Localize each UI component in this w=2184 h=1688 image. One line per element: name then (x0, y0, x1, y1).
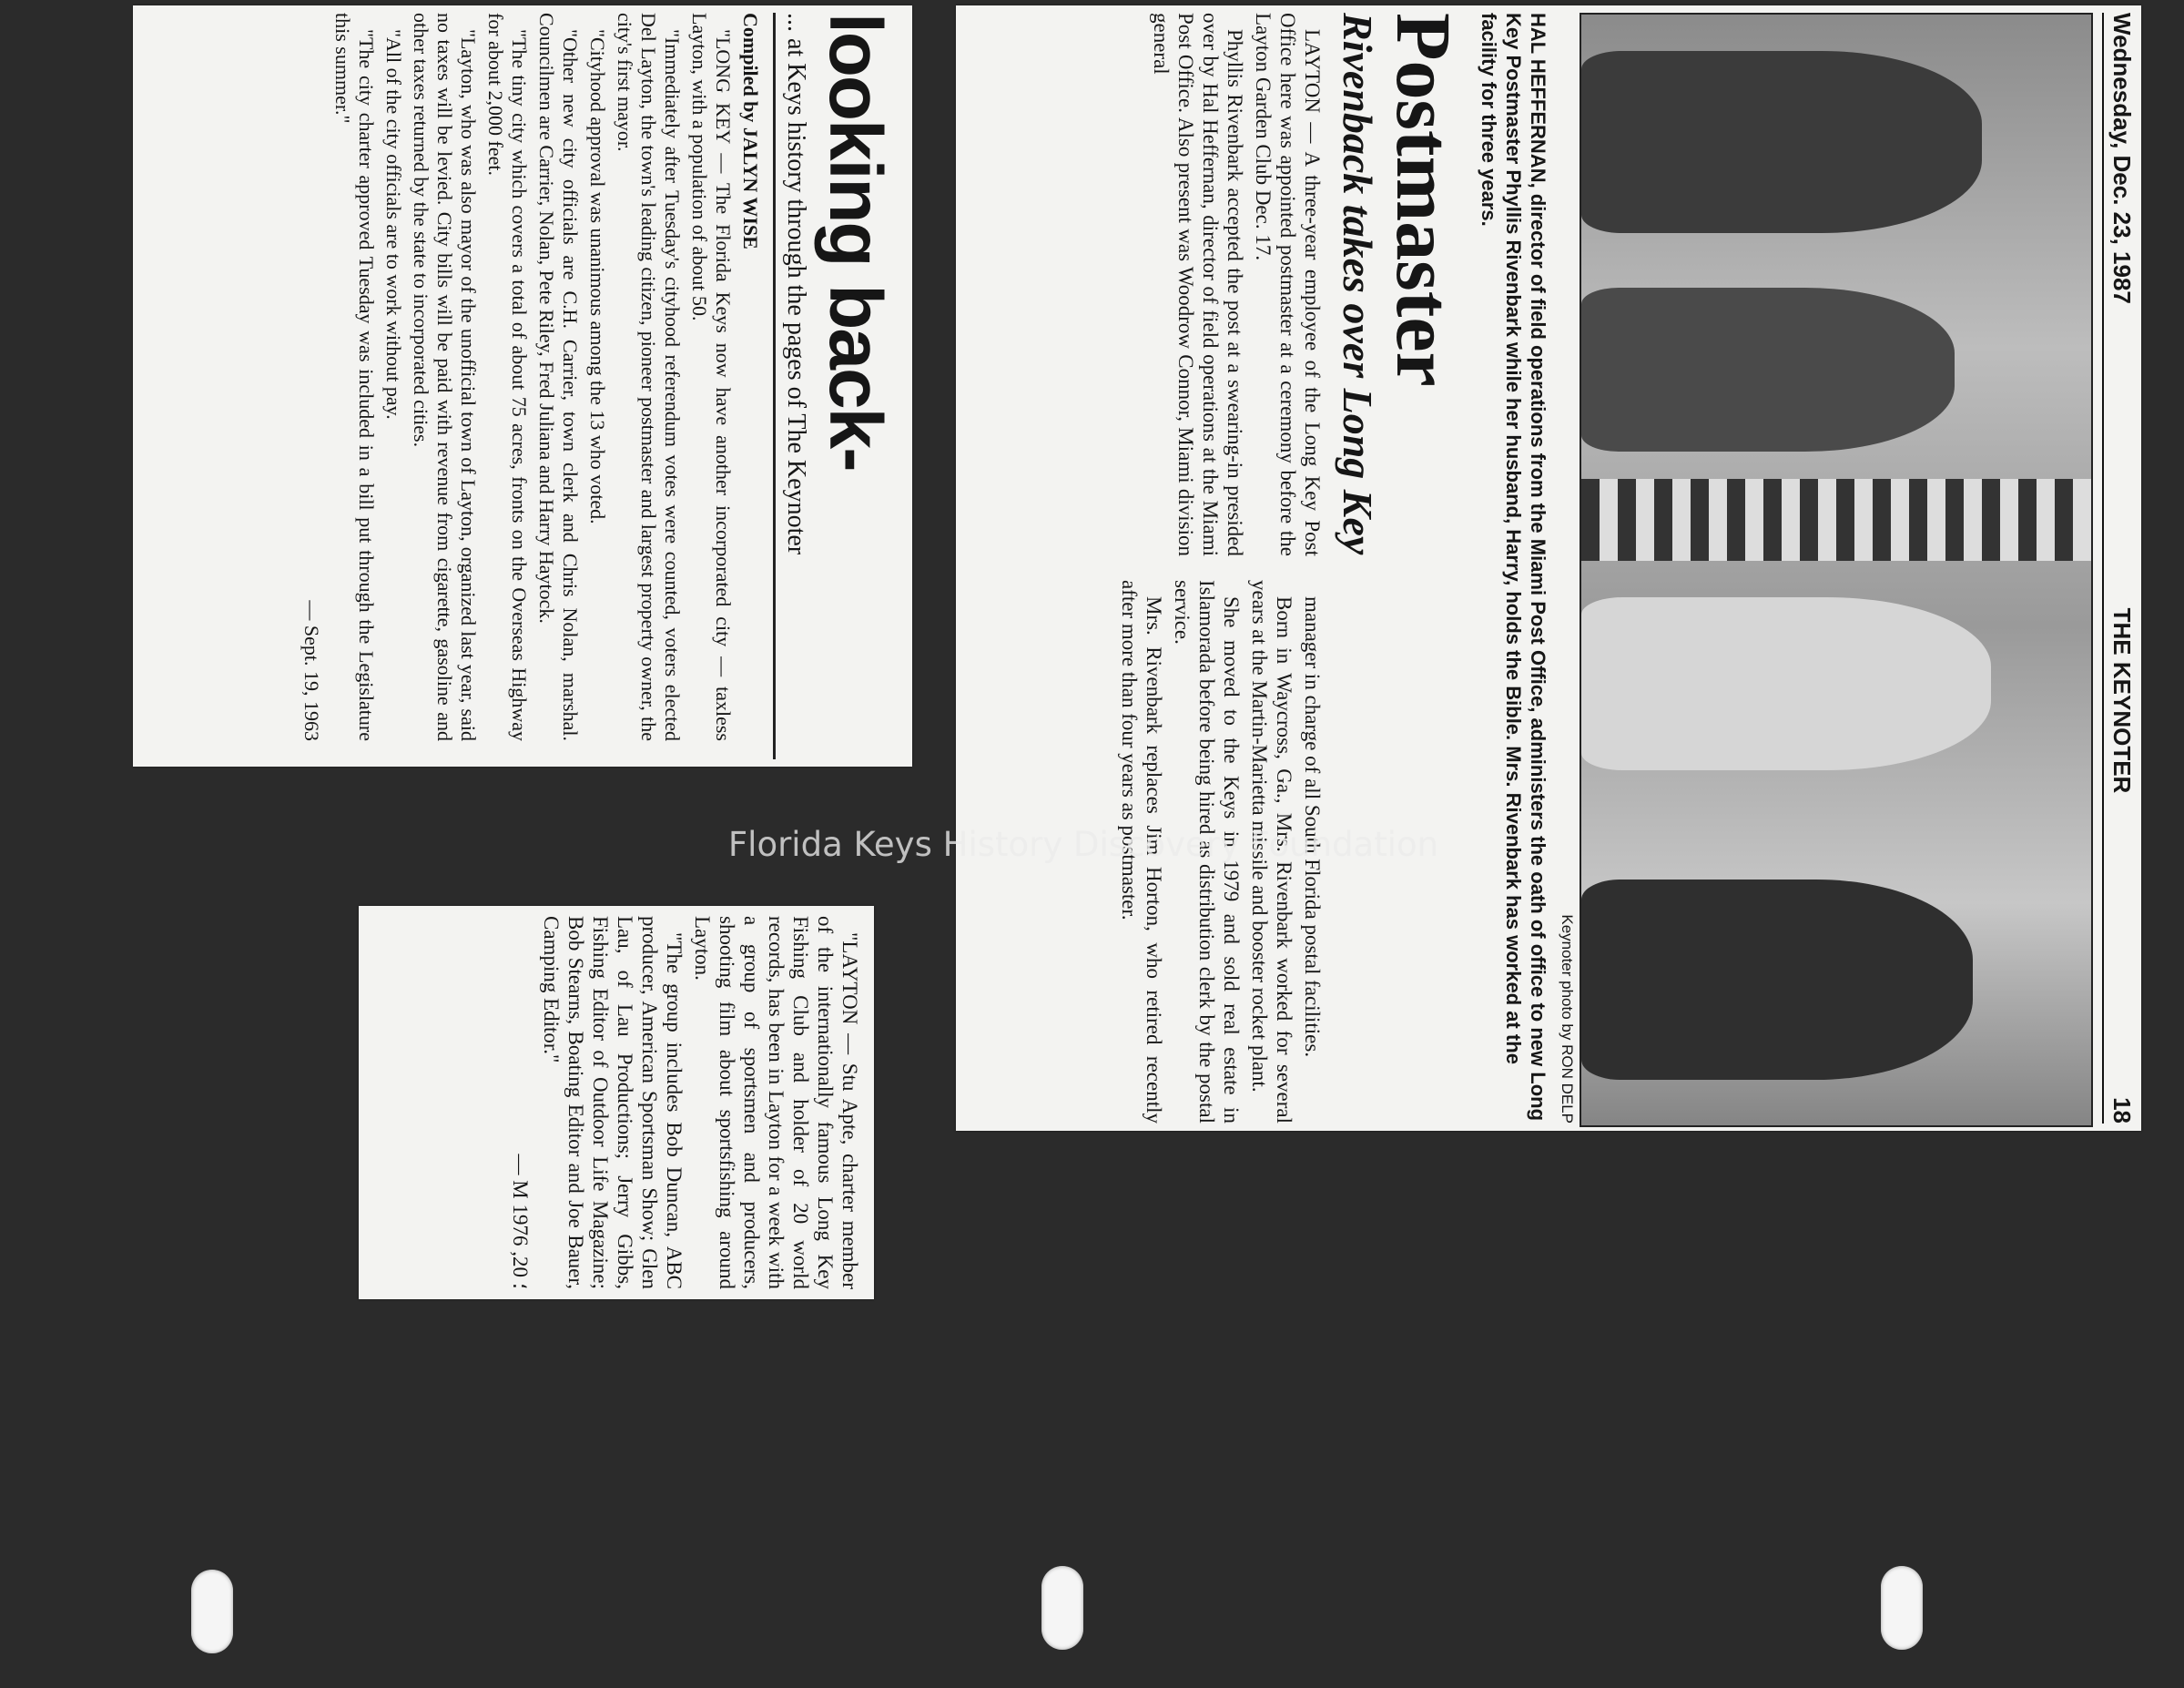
paragraph: "LONG KEY — The Florida Keys now have another incorporated city — taxless Layton, with a population of about 50. (688, 13, 735, 741)
binder-hole (1041, 1566, 1083, 1650)
photo-figure (1581, 597, 1991, 770)
paper-name: THE KEYNOTER (2108, 607, 2136, 794)
looking-back-subhead: ... at Keys history through the pages of The Keynoter (773, 13, 810, 759)
postmaster-clipping (956, 5, 2141, 1131)
photo-figure (1581, 880, 1973, 1080)
paragraph: "Other new city officials are C.H. Carrier, town clerk and Chris Nolan, marshal. Councilmen are Carrier, Nolan, Pete Riley, Fred Juliana and Harry Haytock. (535, 13, 582, 741)
newspaper-header (2102, 13, 2136, 1124)
flag-image (1581, 479, 2091, 561)
binder-hole (191, 1570, 233, 1653)
looking-back-content (149, 13, 896, 759)
paragraph: LAYTON — A three-year employee of the Long Key Post Office here was appointed postmaster at a ceremony before the Layton Garden Club Dec. 17. (1252, 13, 1324, 556)
layton-content (371, 916, 862, 1289)
paragraph: "The city charter approved Tuesday was included in a bill put through the Legislature this summer." (331, 13, 378, 741)
byline: Compiled by JALYN WISE (739, 13, 762, 249)
looking-back-body (300, 13, 762, 759)
paragraph: manager in charge of all South Florida postal facilities. (1301, 596, 1324, 1058)
looking-back-headline: looking back- (814, 13, 897, 471)
paragraph: Born in Waycross, Ga., Mrs. Rivenbark worked for several years at the Martin-Marietta missile and booster rocket plant. (1248, 580, 1295, 1124)
page-number: 18 (2108, 1097, 2136, 1124)
article-deck: Rivenback takes over Long Key (1335, 13, 1381, 555)
paragraph: She moved to the Keys in 1979 and sold real estate in Islamorada before being hired as distribution clerk by the postal service. (1171, 580, 1243, 1124)
paragraph: Mrs. Rivenbark replaces Jim Horton, who retired recently after more than four years as postmaster. (1118, 580, 1165, 1124)
watermark: Florida Keys History Discovery Foundation (727, 825, 1439, 864)
clipping-date: — M ؛ 20, 1976 (509, 1154, 532, 1289)
paragraph: "Immediately after Tuesday's cityhood referendum votes were counted, voters elected Del Layton, the town's leading citizen, pioneer postmaster and largest property owner, the city's first mayor. (614, 13, 684, 741)
article-column (1113, 13, 1325, 556)
paragraph: "The tiny city which covers a total of about 75 acres, fronts on the Overseas Highway for about 2,000 feet. (484, 13, 531, 741)
photo-figure (1581, 51, 1982, 233)
article-title: Postmaster (1380, 13, 1468, 387)
clipping-date: — Sept. 19, 1963 (300, 600, 323, 741)
ceremony-photo (1580, 13, 2093, 1127)
paragraph: "Layton, who was also mayor of the unofficial town of Layton, organized last year, said no taxes will be levied. City bills will be paid with revenue from cigarette, gasoline and other taxes returned by the state to incorporated cities. (410, 13, 480, 741)
paragraph: "The group includes Bob Duncan, ABC producer, American Sportsman Show; Glen Lau, of Lau Productions; Jerry Gibbs, Fishing Editor of Outdoor Life Magazine; Bob Stearns, Boating Editor and Joe Bauer, Camping Editor." (540, 916, 686, 1289)
dateline: Wednesday, Dec. 23, 1987 (2108, 13, 2136, 304)
binder-hole (1881, 1566, 1923, 1650)
article-columns (1113, 13, 1325, 1124)
layton-clipping (359, 906, 874, 1299)
postmaster-content (961, 13, 2136, 1124)
photo-figure (1581, 288, 1955, 452)
photo-credit: Keynoter photo by RON DELP (1559, 914, 1576, 1124)
layton-body (539, 916, 862, 1289)
paragraph: Phyllis Rivenbark accepted the post at a swearing-in presided over by Hal Heffernan, director of field operations at the Miami Post Office. Also present was Woodrow Connor, Miami division general (1150, 13, 1246, 556)
paragraph: "Cityhood approval was unanimous among the 13 who voted. (586, 29, 609, 524)
looking-back-clipping (133, 5, 912, 767)
paragraph: "All of the city officials are to work without pay. (382, 29, 405, 420)
photo-caption: HAL HEFFERNAN, director of field operations from the Miami Post Office, administers the oath of office to new Long Key Postmaster Phyllis Rivenbark while her husband, Harry, holds the Bible. Mrs. Rivenbark has worked at the facility for three years. (1478, 13, 1549, 1122)
paragraph: "LAYTON — Stu Apte, charter member of the internationally famous Long Key Fishing Club and holder of 20 world records, has been in Layton for a week with a group of sportsmen and producers, shooting film about sportsfishing around Layton. (691, 916, 861, 1289)
